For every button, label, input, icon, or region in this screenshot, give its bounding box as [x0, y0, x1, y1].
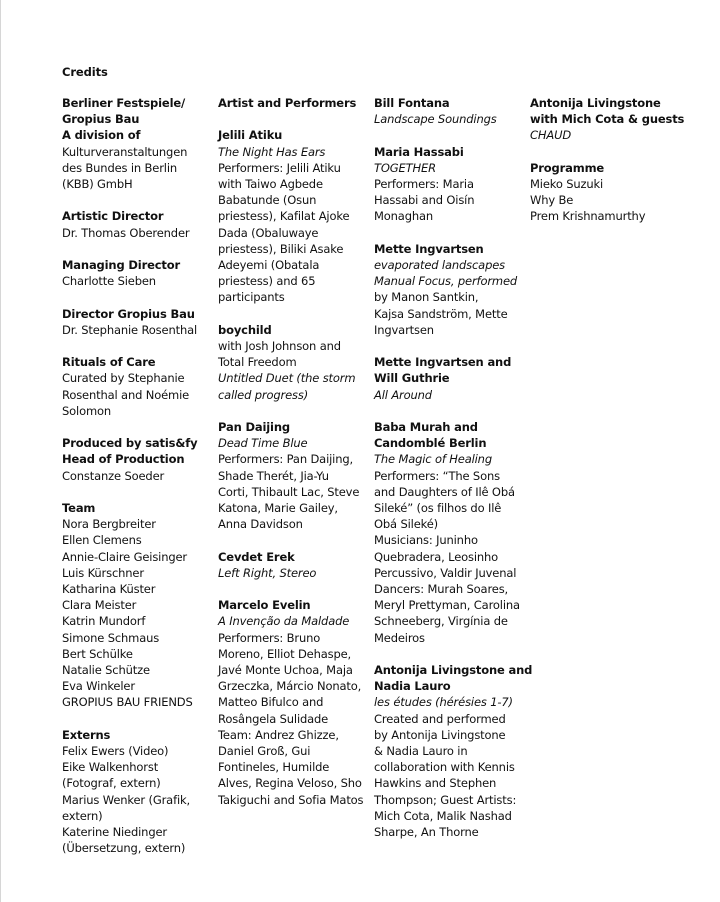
credit-text-line: Hawkins and Stephen	[374, 776, 497, 791]
credit-text-line: Alves, Regina Veloso, Sho	[218, 776, 362, 791]
credit-title-line: CHAUD	[530, 128, 572, 143]
credit-text-line: Constanze Soeder	[62, 468, 165, 483]
credit-text-line: Schneeberg, Virgínia de	[374, 614, 508, 629]
credit-text-line: Charlotte Sieben	[62, 274, 156, 289]
credit-text-line: Mich Cota, Malik Nashad	[374, 808, 512, 823]
credit-text-line: Bert Schülke	[62, 646, 133, 661]
credit-heading-line: Cevdet Erek	[218, 549, 295, 564]
credit-text-line: Dr. Thomas Oberender	[62, 225, 190, 240]
credit-title-line: Landscape Soundings	[374, 112, 497, 127]
credit-block	[374, 241, 526, 338]
credit-heading-line: A division of	[62, 128, 141, 143]
credit-text-line: Simone Schmaus	[62, 630, 160, 645]
credit-text-line: Clara Meister	[62, 598, 137, 613]
credit-text-line: Team: Andrez Ghizze,	[218, 727, 339, 742]
credit-title-line: The Magic of Healing	[374, 452, 492, 467]
credit-text-line: GROPIUS BAU FRIENDS	[62, 695, 193, 710]
credit-text-line: des Bundes in Berlin	[62, 160, 178, 175]
credit-text-line: (Übersetzung, extern)	[62, 841, 186, 856]
credit-text-line: Katona, Marie Gailey,	[218, 501, 338, 516]
credit-block	[62, 354, 214, 419]
credit-text-line: Takiguchi and Sofia Matos	[218, 792, 364, 807]
credit-heading-line: Mette Ingvartsen	[374, 241, 484, 256]
credit-text-line: by Manon Santkin,	[374, 290, 479, 305]
credit-text-line: Natalie Schütze	[62, 663, 150, 678]
credit-title-line: Manual Focus, performed	[374, 274, 518, 289]
page-edge-rule	[0, 0, 1, 902]
credit-text-line: Obá Sileké)	[374, 517, 438, 532]
credit-text-line: Performers: Bruno	[218, 630, 321, 645]
credit-text-line: Dr. Stephanie Rosenthal	[62, 322, 198, 337]
credits-column-4	[530, 95, 690, 241]
credit-text-line: Kajsa Sandström, Mette	[374, 306, 508, 321]
credit-title-line: Left Right, Stereo	[218, 565, 317, 580]
credit-text-line: Marius Wenker (Grafik,	[62, 792, 191, 807]
credit-title-line: TOGETHER	[374, 160, 436, 175]
credit-heading-line: Jelili Atiku	[218, 128, 283, 143]
credit-text-line: Performers: Maria	[374, 177, 474, 191]
credit-text-line: (Fotograf, extern)	[62, 776, 161, 791]
credit-heading-line: Director Gropius Bau	[62, 306, 195, 321]
credit-heading-line: Mette Ingvartsen and	[374, 355, 512, 370]
credit-heading-line: with Mich Cota & guests	[530, 112, 685, 127]
credit-text-line: Medeiros	[374, 630, 425, 645]
credit-text-line: Ingvartsen	[374, 322, 434, 337]
credit-title-line: The Night Has Ears	[218, 144, 326, 159]
credit-text-line: Thompson; Guest Artists:	[374, 792, 517, 807]
credit-text-line: Anna Davidson	[218, 517, 303, 532]
credit-heading-line: Antonija Livingstone	[530, 96, 661, 110]
credit-text-line: Katharina Küster	[62, 582, 156, 596]
credits-column-2	[218, 95, 370, 824]
credit-text-line: Total Freedom	[218, 355, 297, 370]
credit-text-line: Shade Therét, Jia-Yu	[218, 468, 329, 483]
credit-heading-line: Artist and Performers	[218, 96, 357, 110]
credit-text-line: Monaghan	[374, 209, 434, 224]
credit-text-line: & Nadia Lauro in	[374, 744, 468, 759]
credit-text-line: Katerine Niedinger	[62, 825, 167, 840]
credit-block	[218, 322, 370, 403]
credit-heading-line: Bill Fontana	[374, 96, 450, 110]
credit-heading-line: Artistic Director	[62, 209, 164, 224]
credits-column-1	[62, 95, 214, 873]
credit-text-line: priestess), Biliki Asake	[218, 241, 344, 256]
credit-block	[530, 160, 690, 225]
credit-text-line: Felix Ewers (Video)	[62, 744, 169, 759]
credit-text-line: Matteo Bifulco and	[218, 695, 324, 710]
credits-column-3	[374, 95, 533, 856]
credit-text-line: Curated by Stephanie	[62, 371, 185, 386]
credit-heading-line: Candomblé Berlin	[374, 436, 487, 451]
credit-block	[62, 727, 214, 857]
credit-text-line: with Taiwo Agbede	[218, 177, 323, 191]
credit-heading-line: Team	[62, 500, 96, 515]
credit-text-line: Daniel Groß, Gui	[218, 744, 311, 759]
credit-heading-line: Produced by satis&fy	[62, 436, 198, 451]
credit-heading-line: Head of Production	[62, 452, 185, 467]
credit-block	[374, 354, 526, 403]
credit-text-line: Mieko Suzuki	[530, 177, 604, 191]
credit-text-line: Fontineles, Humilde	[218, 760, 330, 775]
credit-title-line: evaporated landscapes	[374, 258, 505, 272]
credit-text-line: collaboration with Kennis	[374, 760, 515, 775]
credit-heading-line: Nadia Lauro	[374, 679, 451, 694]
credit-block	[62, 95, 214, 192]
credit-block	[218, 597, 370, 808]
credit-text-line: Luis Kürschner	[62, 565, 144, 580]
credit-text-line: Created and performed	[374, 711, 506, 726]
credit-heading-line: Gropius Bau	[62, 112, 140, 127]
credit-heading-line: Pan Daijing	[218, 420, 290, 435]
credit-title-line: All Around	[374, 387, 432, 402]
credit-text-line: Sharpe, An Thorne	[374, 825, 479, 840]
credit-text-line: Katrin Mundorf	[62, 614, 146, 629]
credit-text-line: Sileké” (os filhos do Ilê	[374, 501, 502, 516]
credit-block	[62, 257, 214, 289]
credit-heading-line: Berliner Festspiele/	[62, 96, 186, 110]
credit-block	[62, 435, 214, 484]
credits-heading: Credits	[62, 65, 108, 79]
credit-text-line: Eva Winkeler	[62, 679, 135, 694]
credit-text-line: Javé Monte Uchoa, Maja	[218, 663, 353, 678]
credit-text-line: Adeyemi (Obatala	[218, 258, 320, 273]
credit-heading-line: Baba Murah and	[374, 420, 478, 434]
credit-heading-line: Maria Hassabi	[374, 144, 464, 159]
credit-block	[374, 419, 526, 646]
credit-text-line: Quebradera, Leosinho	[374, 549, 499, 564]
credit-heading-line: Will Guthrie	[374, 371, 450, 386]
credit-text-line: Performers: Pan Daijing,	[218, 452, 354, 467]
credit-text-line: Solomon	[62, 403, 112, 418]
credit-block	[62, 306, 214, 338]
credit-text-line: Babatunde (Osun	[218, 193, 317, 208]
credit-text-line: Prem Krishnamurthy	[530, 209, 646, 224]
credit-text-line: (KBB) GmbH	[62, 177, 133, 192]
credit-heading-line: Rituals of Care	[62, 355, 156, 370]
credit-text-line: Why Be	[530, 193, 574, 208]
credit-heading-line: Externs	[62, 727, 111, 742]
credit-text-line: Eike Walkenhorst	[62, 760, 159, 775]
credit-text-line: Nora Bergbreiter	[62, 517, 156, 532]
credit-text-line: Grzeczka, Márcio Nonato,	[218, 679, 362, 694]
credit-text-line: by Antonija Livingstone	[374, 727, 506, 742]
credit-block	[374, 144, 526, 225]
credit-text-line: Meryl Prettyman, Carolina	[374, 598, 520, 613]
credit-heading-line: boychild	[218, 322, 272, 337]
credit-title-line: A Invenção da Maldade	[218, 614, 350, 629]
credit-text-line: Rosenthal and Noémie	[62, 387, 190, 402]
credit-block	[218, 95, 370, 111]
credit-text-line: Performers: Jelili Atiku	[218, 160, 341, 175]
credit-heading-line: Managing Director	[62, 258, 181, 272]
credit-text-line: Performers: “The Sons	[374, 468, 500, 483]
credit-text-line: Percussivo, Valdir Juvenal	[374, 565, 517, 580]
credit-block	[62, 208, 214, 240]
credit-text-line: Hassabi and Oisín	[374, 193, 475, 208]
credit-text-line: Moreno, Elliot Dehaspe,	[218, 646, 352, 661]
credit-block	[374, 662, 533, 840]
credit-text-line: with Josh Johnson and	[218, 339, 341, 354]
credit-block	[218, 419, 370, 532]
credit-block	[374, 95, 526, 127]
credit-text-line: Rosângela Sulidade	[218, 711, 329, 726]
credit-title-line: les études (hérésies 1-7)	[374, 695, 513, 710]
credit-text-line: Musicians: Juninho	[374, 533, 478, 548]
credit-text-line: Annie-Claire Geisinger	[62, 549, 187, 564]
credit-title-line: called progress)	[218, 387, 309, 402]
credit-block	[530, 95, 690, 144]
credit-title-line: Untitled Duet (the storm	[218, 371, 356, 386]
credit-text-line: participants	[218, 290, 285, 305]
credit-heading-line: Programme	[530, 160, 605, 175]
credit-block	[218, 127, 370, 305]
credit-text-line: Corti, Thibault Lac, Steve	[218, 484, 360, 499]
credit-text-line: Kulturveranstaltungen	[62, 144, 188, 159]
credit-text-line: priestess) and 65	[218, 274, 316, 289]
credit-heading-line: Antonija Livingstone and	[374, 663, 533, 678]
credit-title-line: Dead Time Blue	[218, 436, 308, 451]
credit-text-line: and Daughters of Ilê Obá	[374, 484, 515, 499]
credit-text-line: Ellen Clemens	[62, 533, 142, 548]
credit-text-line: Dancers: Murah Soares,	[374, 582, 509, 597]
credit-text-line: Dada (Obaluwaye	[218, 225, 319, 240]
credit-heading-line: Marcelo Evelin	[218, 598, 311, 613]
credit-block	[218, 549, 370, 581]
credit-text-line: extern)	[62, 808, 103, 823]
credit-block	[62, 500, 214, 711]
credit-text-line: priestess), Kafilat Ajoke	[218, 209, 350, 224]
